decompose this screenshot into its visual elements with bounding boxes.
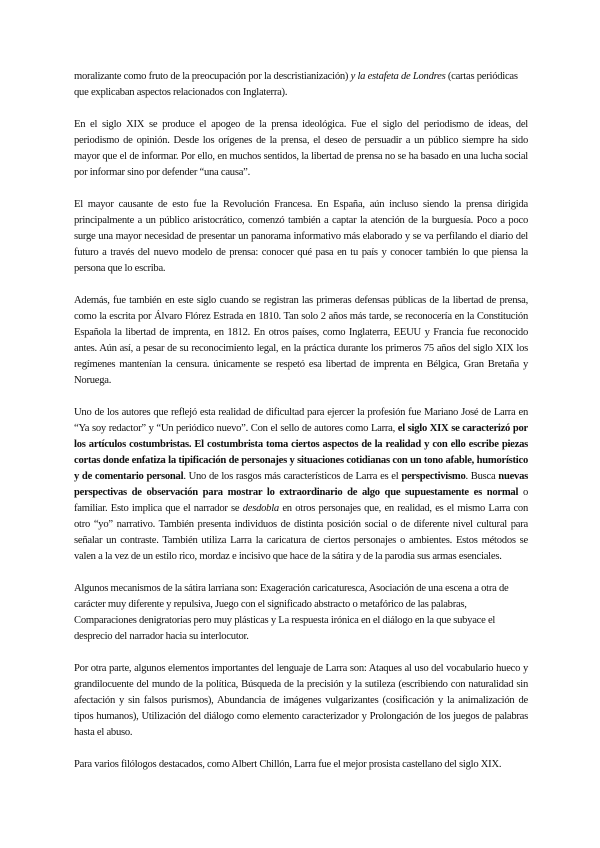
paragraph-5 xyxy=(74,405,528,565)
text-run: . Uno de los rasgos más característicos de Larra es el xyxy=(183,471,402,482)
text-run: o familiar. Esto implica que el narrador se xyxy=(74,487,528,514)
paragraph-8 xyxy=(74,757,528,773)
text-run: El mayor causante de esto fue la Revolución Francesa. En España, aún incluso siendo la prensa dirigida principalmente a un público aristocrático, comenzó también a captar la atención de la burguesía. Poco a poco surge una mayor necesidad de presentar un panorama informativo más elaborado y se va perfilando el diario del futuro a través del nuevo modelo de prensa: conocer qué pasa en tu país y conocer también lo que piensa la persona que lo escriba. xyxy=(74,199,528,274)
text-run-bold: perspectivismo xyxy=(401,471,466,482)
text-run-bold: nuevas perspectivas de observación para mostrar lo extraordinario de algo que supuestamente es normal xyxy=(74,471,528,498)
text-run: en otros personajes que, en realidad, es el mismo Larra con otro “yo” narrativo. También presenta individuos de distinta posición social o de diferente nivel cultural para señalar un contraste. También utiliza Larra la caricatura de ciertos personajes o ambientes. Estos métodos se valen a la vez de un estilo rico, mordaz e incisivo que hace de la sátira y de la parodia sus armas esenciales. xyxy=(74,503,528,562)
text-run: moralizante como fruto de la preocupación por la descristianización) xyxy=(74,71,349,82)
text-run: Uno de los autores que reflejó esta realidad de dificultad para ejercer la profesión fue Mariano José de Larra en “Ya soy redactor” y “Un periódico nuevo”. Con el sello de autores como Larra, xyxy=(74,407,528,434)
text-run: En el siglo XIX se produce el apogeo de la prensa ideológica. Fue el siglo del periodismo de ideas, del periodismo de opinión. Desde los orígenes de la prensa, el deseo de persuadir a un público siempre ha sido mayor que el de informar. Por ello, en muchos sentidos, la libertad de prensa no se ha basado en una lucha social por informar sino por defender “una causa”. xyxy=(74,119,528,178)
paragraph-6 xyxy=(74,581,528,645)
text-run: Además, fue también en este siglo cuando se registran las primeras defensas públicas de la libertad de prensa, como la escrita por Álvaro Flórez Estrada en 1810. Tan solo 2 años más tarde, se reconocería en la Constitución Española la libertad de imprenta, en 1812. En otros países, como Inglaterra, EEUU y Francia fue reconocido antes. Aún así, a pesar de su reconocimiento legal, en la práctica durante los primeros 75 años del siglo XIX los regímenes mantenían la censura. únicamente se respetó esa libertad de imprenta en Bélgica, Gran Bretaña y Noruega. xyxy=(74,295,528,386)
text-run: (cartas periódicas que explicaban aspectos relacionados con Inglaterra). xyxy=(74,71,518,98)
text-run: Para varios filólogos destacados, como Albert Chillón, Larra fue el mejor prosista castellano del siglo XIX. xyxy=(74,759,502,770)
text-run-bold: el siglo XIX se caracterizó por los artículos costumbristas. El costumbrista toma ciertos aspectos de la realidad y con ello escribe piezas cortas donde enfatiza la tipificación de personajes y situaciones cotidianas con un tono afable, humorístico y de comentario personal xyxy=(74,423,528,482)
paragraph-4 xyxy=(74,293,528,389)
text-run-italic: desdobla xyxy=(242,503,279,514)
text-run-italic: y la estafeta de Londres xyxy=(348,71,446,82)
paragraph-1 xyxy=(74,69,528,101)
text-run: . Busca xyxy=(465,471,499,482)
paragraph-3 xyxy=(74,197,528,277)
text-run: Algunos mecanismos de la sátira larriana son: Exageración caricaturesca, Asociación de una escena a otra de carácter muy diferente y repulsiva, Juego con el significado abstracto o metafórico de las palabras, Comparaciones denigratorias pero muy plásticas y La respuesta irónica en el diálogo en la que subyace el desprecio del narrador hacia su interlocutor. xyxy=(74,583,509,642)
text-run: Por otra parte, algunos elementos importantes del lenguaje de Larra son: Ataques al uso del vocabulario hueco y grandilocuente del mundo de la política, Búsqueda de la precisión y la sutileza (escribiendo con naturalidad sin afectación y sin falsos purismos), Abundancia de imágenes vulgarizantes (cosificación y la animalización de tipos humanos), Utilización del diálogo como elemento caracterizador y Prolongación de los juegos de palabras hasta el abuso. xyxy=(74,663,528,738)
paragraph-2 xyxy=(74,117,528,181)
document-page xyxy=(74,69,528,773)
paragraph-7 xyxy=(74,661,528,741)
